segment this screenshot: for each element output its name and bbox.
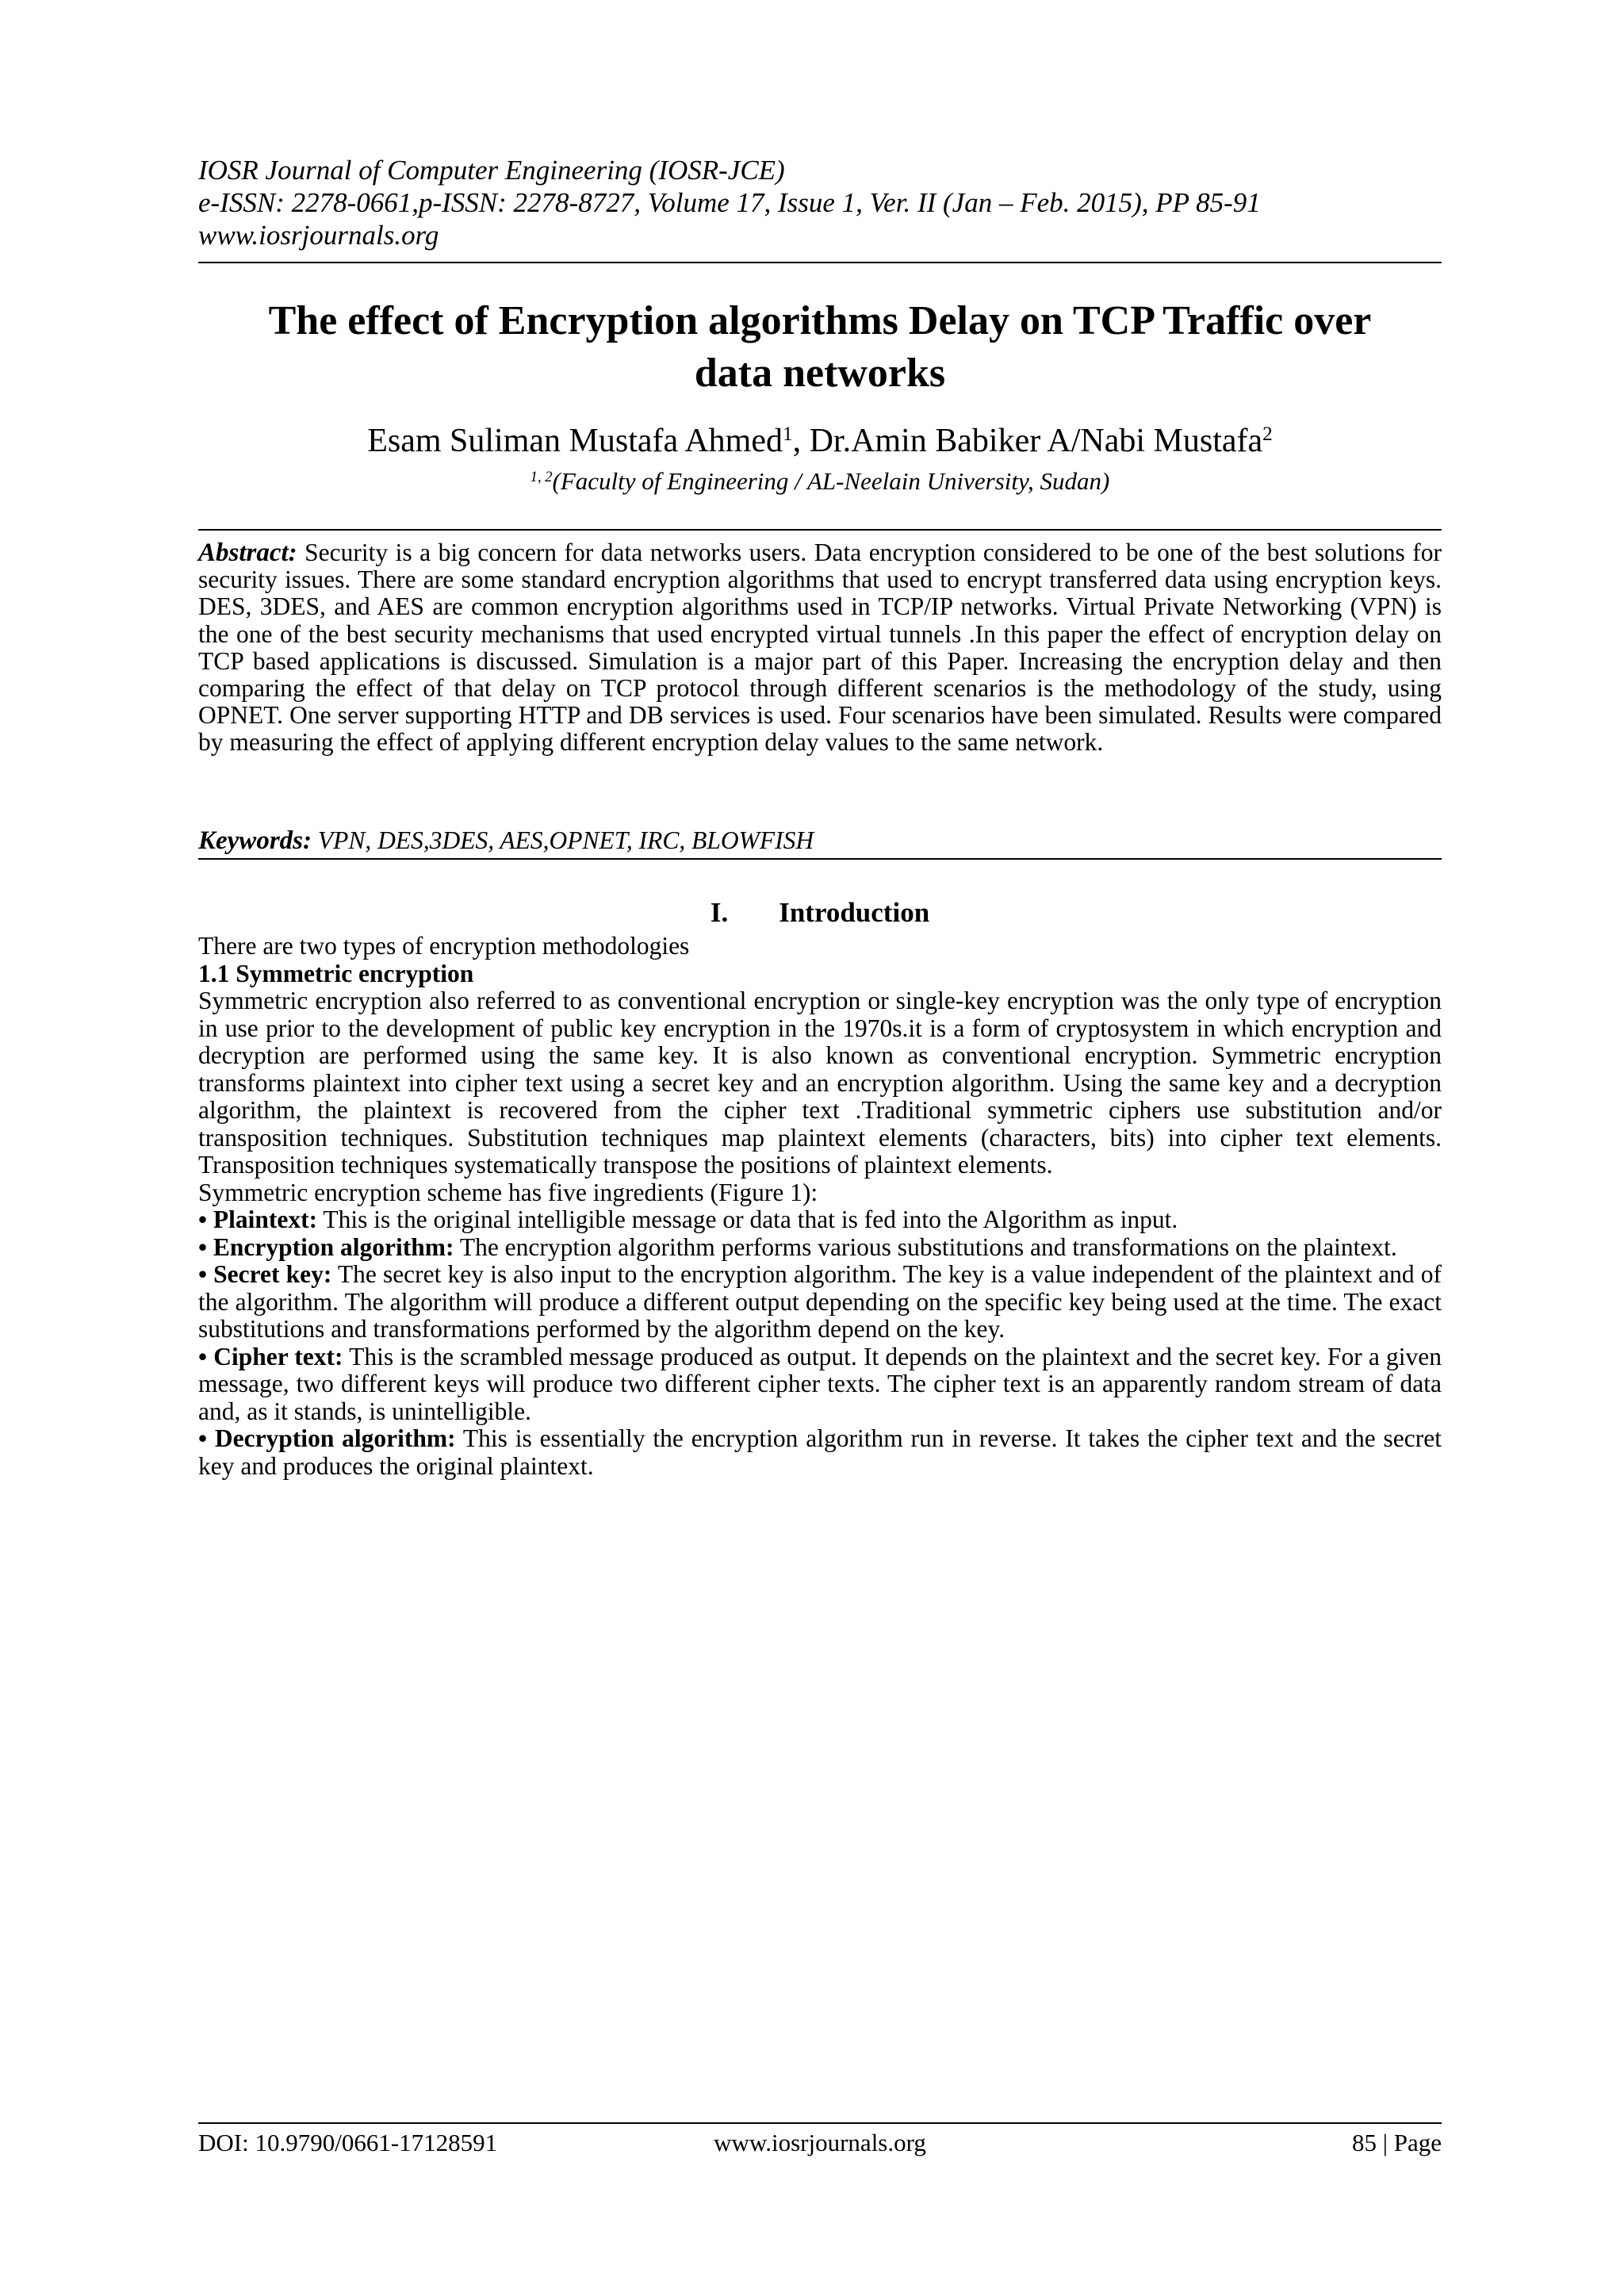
bullet-term: • Secret key: — [198, 1260, 332, 1288]
journal-header — [198, 154, 1442, 251]
keywords-line — [198, 826, 1442, 855]
bullet-item-cipher-text — [198, 1343, 1442, 1426]
bullet-term: • Encryption algorithm: — [198, 1232, 454, 1261]
author-2-name: Dr.Amin Babiker A/Nabi Mustafa — [809, 423, 1263, 459]
paper-title-line-2: data networks — [694, 351, 946, 396]
author-affiliation — [198, 466, 1442, 496]
abstract-paragraph — [198, 539, 1442, 757]
bullet-item-plaintext — [198, 1206, 1442, 1234]
footer-website: www.iosrjournals.org — [714, 2129, 926, 2156]
footer-doi: DOI: 10.9790/0661-17128591 — [198, 2129, 498, 2156]
bullet-term: • Plaintext: — [198, 1205, 318, 1233]
author-2-affiliation-mark: 2 — [1262, 424, 1273, 446]
paper-title — [198, 295, 1442, 400]
bullet-item-secret-key — [198, 1261, 1442, 1343]
abstract-label: Abstract: — [198, 539, 297, 567]
section-number: I. — [710, 897, 729, 928]
abstract-text: Security is a big concern for data networks users. Data encryption considered to be one of the best solutions for security issues. There are some standard encryption algorithms that used to encrypt transferred data using encryption keys. DES, 3DES, and AES are common encryption algorithms used in TCP/IP networks. Virtual Private Networking (VPN) is the one of the best security mechanisms that used encrypted virtual tunnels .In this paper the effect of encryption delay on TCP based applications is discussed. Simulation is a major part of this Paper. Increasing the encryption delay and then comparing the effect of that delay on TCP protocol through different scenarios is the methodology of the study, using OPNET. One server supporting HTTP and DB services is used. Four scenarios have been simulated. Results were compared by measuring the effect of applying different encryption delay values to the same network. — [198, 539, 1442, 757]
author-list — [198, 420, 1442, 462]
bullet-text: This is essentially the encryption algorithm run in reverse. It takes the cipher text and the secret key and produces the original plaintext. — [198, 1424, 1442, 1480]
bullet-text: This is the original intelligible message or data that is fed into the Algorithm as input. — [317, 1205, 1178, 1233]
bullet-text: This is the scrambled message produced as output. It depends on the plaintext and the secret key. For a given message, two different keys will produce two different cipher texts. The cipher text is an apparently random stream of data and, as it stands, is unintelligible. — [198, 1342, 1442, 1425]
footer-divider — [198, 2122, 1442, 2124]
journal-website: www.iosrjournals.org — [198, 220, 439, 251]
ingredients-intro: Symmetric encryption scheme has five ingredients (Figure 1): — [198, 1178, 818, 1206]
bullet-item-decryption-algorithm — [198, 1425, 1442, 1480]
bullet-term: • Decryption algorithm: — [198, 1424, 456, 1452]
bullet-text: The encryption algorithm performs various substitutions and transformations on the plaintext. — [454, 1232, 1397, 1261]
header-divider — [198, 262, 1442, 263]
section-body — [198, 933, 1442, 1480]
author-1-name: Esam Suliman Mustafa Ahmed — [367, 423, 783, 459]
author-separator: , — [792, 423, 810, 459]
journal-name: IOSR Journal of Computer Engineering (IOSR-JCE) — [198, 155, 785, 186]
bullet-text: The secret key is also input to the encryption algorithm. The key is a value independent of the plaintext and of the algorithm. The algorithm will produce a different output depending on the specific key being used at the time. The exact substitutions and transformations performed by the algorithm depend on the key. — [198, 1260, 1442, 1343]
abstract-bottom-divider — [198, 858, 1442, 860]
bullet-item-encryption-algorithm — [198, 1234, 1442, 1262]
paper-title-line-1: The effect of Encryption algorithms Delay on TCP Traffic over — [268, 298, 1372, 343]
affiliation-mark: 1, 2 — [530, 468, 553, 485]
body-paragraph: Symmetric encryption also referred to as conventional encryption or single-key encryption was the only type of encryption in use prior to the development of public key encryption in the 1970s.it is a form of cryptosystem in which encryption and decryption are performed using the same key. It is also known as conventional encryption. Symmetric encryption transforms plaintext into cipher text using a secret key and an encryption algorithm. Using the same key and a decryption algorithm, the plaintext is recovered from the cipher text .Traditional symmetric ciphers use substitution and/or transposition techniques. Substitution techniques map plaintext elements (characters, bits) into cipher text elements. Transposition techniques systematically transpose the positions of plaintext elements. — [198, 987, 1442, 1179]
affiliation-text: (Faculty of Engineering / AL-Neelain University, Sudan) — [552, 467, 1110, 495]
abstract-top-divider — [198, 529, 1442, 531]
bullet-term: • Cipher text: — [198, 1342, 343, 1370]
journal-issn-volume: e-ISSN: 2278-0661,p-ISSN: 2278-8727, Volume 17, Issue 1, Ver. II (Jan – Feb. 2015), PP 85-91 — [198, 187, 1261, 218]
section-heading — [198, 896, 1442, 930]
subsection-heading: 1.1 Symmetric encryption — [198, 959, 474, 987]
author-1-affiliation-mark: 1 — [783, 424, 793, 446]
intro-sentence: There are two types of encryption methodologies — [198, 932, 690, 960]
keywords-label: Keywords: — [198, 826, 312, 855]
keywords-text: VPN, DES,3DES, AES,OPNET, IRC, BLOWFISH — [312, 826, 814, 854]
footer-page-number: 85 | Page — [1352, 2129, 1442, 2156]
section-title: Introduction — [779, 897, 930, 928]
